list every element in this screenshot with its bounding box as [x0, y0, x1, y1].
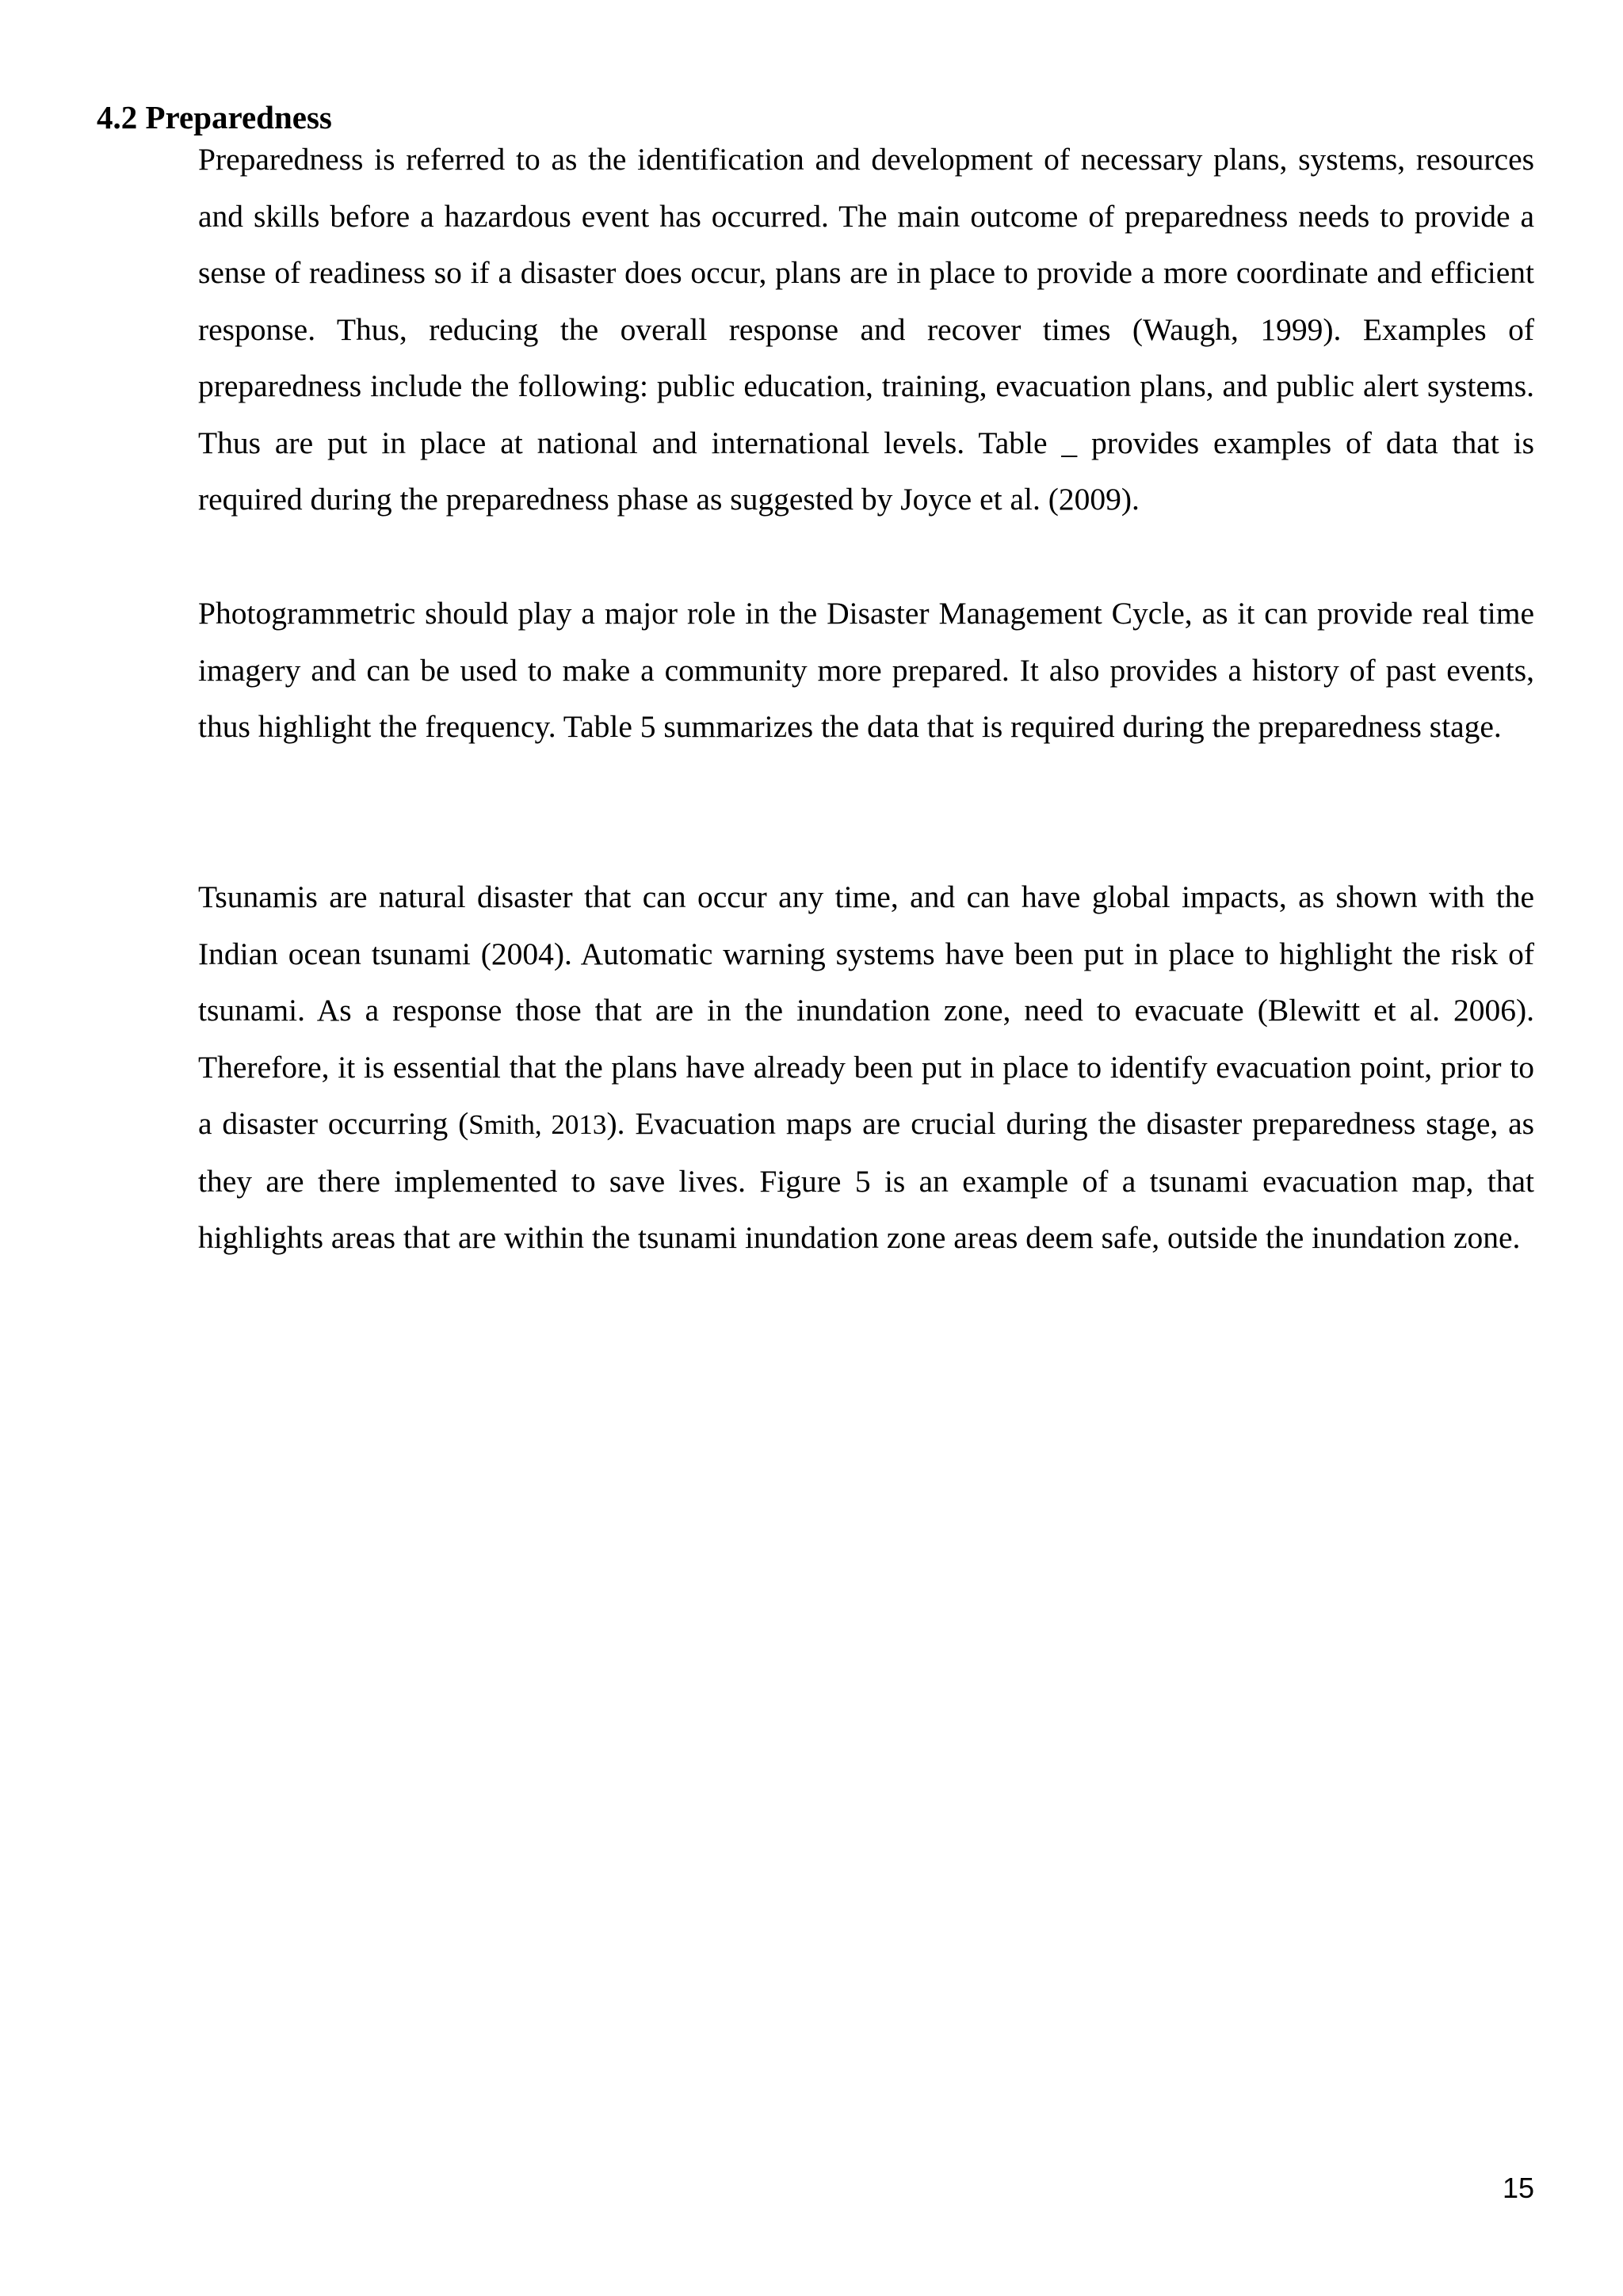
paragraph-tsunami-evacuation: [198, 869, 1534, 1267]
paragraph-text-part: ). Evacuation maps are crucial during the disaster preparedness stage, as they are there implemented to save lives. Figure 5 is an example of a tsunami evacuation map, that highlights areas that are within the tsunami inundation zone areas deem safe, outside the inundation zone.: [198, 1106, 1534, 1255]
page-number: 15: [1502, 2172, 1534, 2204]
paragraph-text-part: Tsunamis are natural disaster that can occur any time, and can have global impacts, as shown with the Indian ocean tsunami (2004). Automatic warning systems have been put in place to highlight the risk of tsunami. As a response those that are in the inundation zone, need to evacuate (Blewitt et al. 2006). Therefore, it is essential that the plans have already been put in place to identify evacuation point, prior to a disaster occurring (: [198, 879, 1534, 1141]
paragraph-preparedness-definition: Preparedness is referred to as the identification and development of necessary plans, systems, resources and skills before a hazardous event has occurred. The main outcome of preparedness needs to provide a sense of readiness so if a disaster does occur, plans are in place to provide a more coordinate and efficient response. Thus, reducing the overall response and recover times (Waugh, 1999). Examples of preparedness include the following: public education, training, evacuation plans, and public alert systems. Thus are put in place at national and international levels. Table _ provides examples of data that is required during the preparedness phase as suggested by Joyce et al. (2009).: [198, 142, 1534, 517]
paragraph-photogrammetry-role: Photogrammetric should play a major role in the Disaster Management Cycle, as it can provide real time imagery and can be used to make a community more prepared. It also provides a history of past events, thus highlight the frequency. Table 5 summarizes the data that is required during the preparedness stage.: [198, 596, 1534, 744]
citation-smith: Smith, 2013: [468, 1109, 607, 1140]
section-heading: 4.2 Preparedness: [97, 99, 332, 135]
